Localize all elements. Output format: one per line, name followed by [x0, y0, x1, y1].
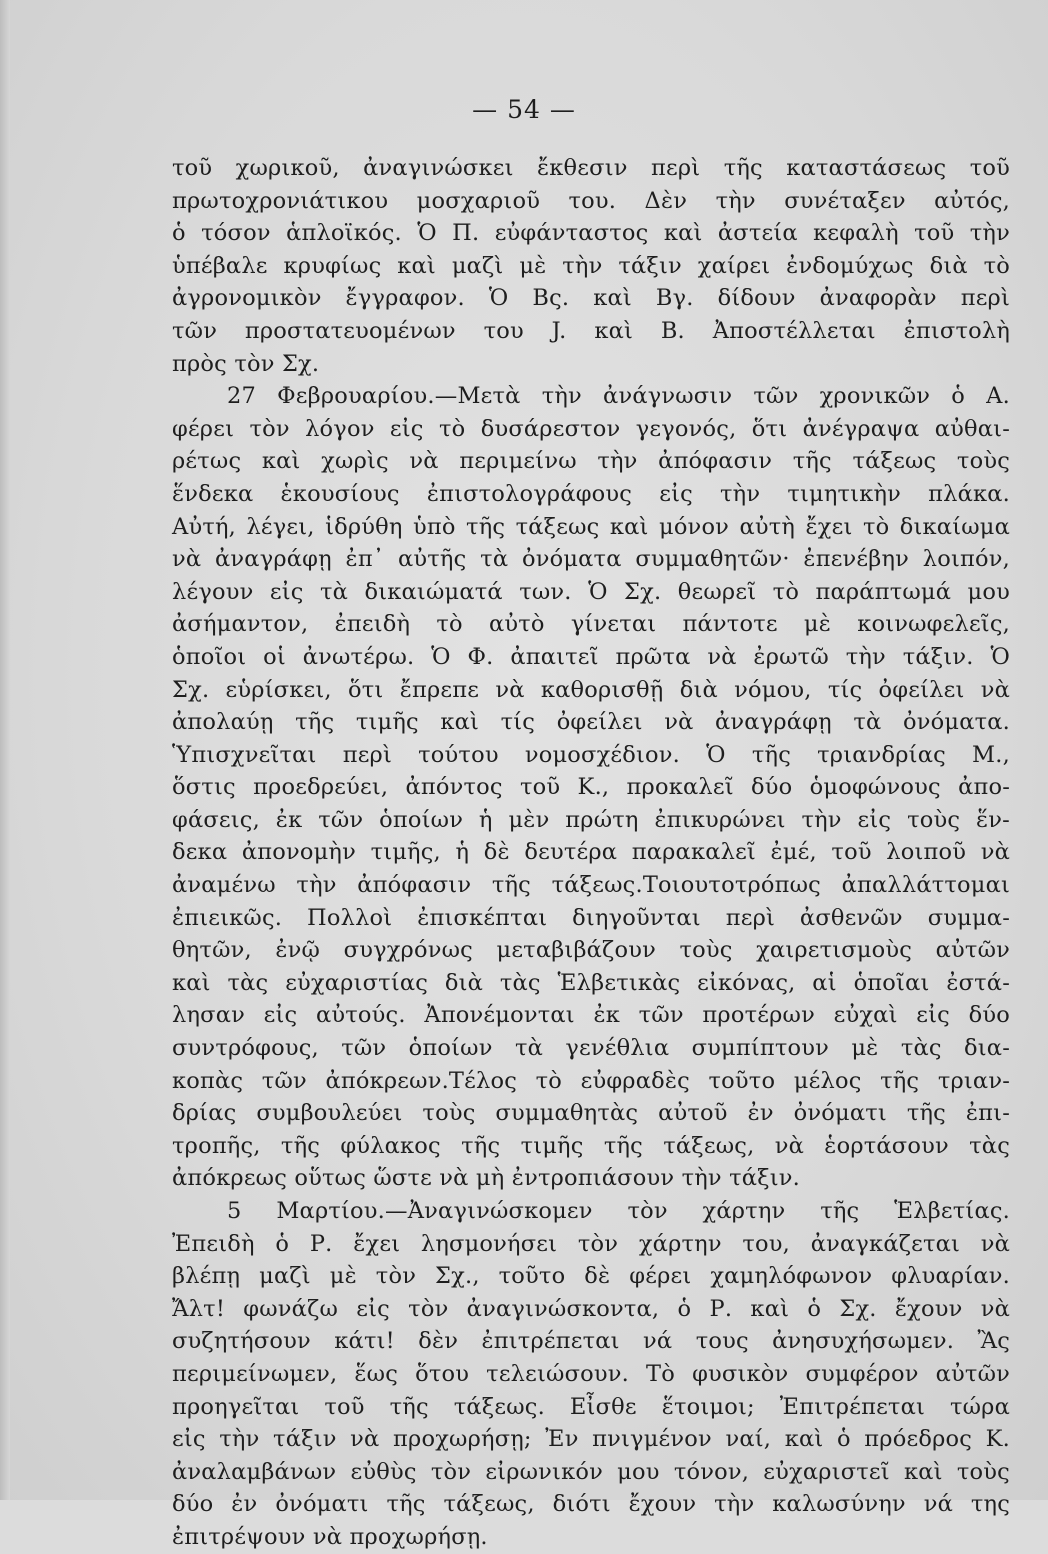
text-line: ἀναλαμβάνων εὐθὺς τὸν εἰρωνικόν μου τόνον, εὐχαριστεῖ καὶ τοὺς — [172, 1458, 1010, 1485]
text-line: κοπὰς τῶν ἀπόκρεων.Τέλος τὸ εὐφραδὲς τοῦτο μέλος τῆς τριαν- — [172, 1067, 1010, 1094]
text-line: προηγεῖται τοῦ τῆς τάξεως. Εἶσθε ἕτοιμοι; Ἐπιτρέπεται τώρα — [172, 1393, 1010, 1420]
text-line: φέρει τὸν λόγον εἰς τὸ δυσάρεστον γεγονός, ὅτι ἀνέγραψα αὐθαι- — [172, 415, 1010, 442]
text-line: 5 Μαρτίου.—Ἀναγινώσκομεν τὸν χάρτην τῆς Ἑλβετίας. — [227, 1198, 1010, 1224]
text-line: νὰ ἀναγράφῃ ἐπ᾽ αὐτῆς τὰ ὀνόματα συμμαθητῶν· ἐπενέβην λοιπόν, — [172, 546, 1010, 573]
text-line: Σχ. εὑρίσκει, ὅτι ἔπρεπε νὰ καθορισθῇ διὰ νόμου, τίς ὀφείλει νὰ — [172, 676, 1010, 703]
text-line: δύο ἐν ὀνόματι τῆς τάξεως, διότι ἔχουν τὴν καλωσύνην νά της — [172, 1491, 1010, 1518]
text-line: λέγουν εἰς τὰ δικαιώματά των. Ὁ Σχ. θεωρεῖ τὸ παράπτωμά μου — [172, 578, 1010, 605]
text-line: δρίας συμβουλεύει τοὺς συμμαθητὰς αὐτοῦ ἐν ὀνόματι τῆς ἐπι- — [172, 1100, 1010, 1127]
text-line: τροπῆς, τῆς φύλακος τῆς τιμῆς τῆς τάξεως, νὰ ἑορτάσουν τὰς — [172, 1132, 1010, 1159]
page-number: — 54 — — [472, 95, 576, 124]
text-line: Ἄλτ! φωνάζω εἰς τὸν ἀναγινώσκοντα, ὁ Ρ. καὶ ὁ Σχ. ἔχουν νὰ — [172, 1295, 1010, 1322]
text-line: πρωτοχρονιάτικου μοσχαριοῦ του. Δὲν τὴν συνέταξεν αὐτός, — [172, 187, 1010, 214]
text-line: ἀναμένω τὴν ἀπόφασιν τῆς τάξεως.Τοιουτοτρόπως ἀπαλλάττομαι — [172, 872, 1010, 899]
text-line: ὅστις προεδρεύει, ἀπόντος τοῦ Κ., προκαλεῖ δύο ὁμοφώνους ἀπο- — [172, 774, 1010, 801]
text-line: Ὑπισχνεῖται περὶ τούτου νομοσχέδιον. Ὁ τῆς τριανδρίας Μ., — [172, 741, 1010, 768]
text-line: βλέπῃ μαζὶ μὲ τὸν Σχ., τοῦτο δὲ φέρει χαμηλόφωνον φλυαρίαν. — [172, 1263, 1010, 1290]
text-line: καὶ τὰς εὐχαριστίας διὰ τὰς Ἑλβετικὰς εἰκόνας, αἱ ὁποῖαι ἐστά- — [172, 969, 1010, 996]
text-line: συζητήσουν κάτι! δὲν ἐπιτρέπεται νά τους ἀνησυχήσωμεν. Ἂς — [172, 1328, 1010, 1355]
text-line: δεκα ἀπονομὴν τιμῆς, ἡ δὲ δευτέρα παρακαλεῖ ἐμέ, τοῦ λοιποῦ νὰ — [172, 839, 1010, 866]
text-line: ὑπέβαλε κρυφίως καὶ μαζὶ μὲ τὴν τάξιν χαίρει ἐνδομύχως διὰ τὸ — [172, 252, 1010, 279]
text-line: ἐπιτρέψουν νὰ προχωρήσῃ. — [172, 1523, 488, 1550]
text-line: ἐπιεικῶς. Πολλοὶ ἐπισκέπται διηγοῦνται περὶ ἀσθενῶν συμμα- — [172, 904, 1010, 931]
text-line: ὁ τόσον ἁπλοϊκός. Ὁ Π. εὐφάνταστος καὶ ἀστεία κεφαλὴ τοῦ τὴν — [172, 220, 1010, 247]
text-line: τῶν προστατευομένων του J. καὶ B. Ἀποστέλλεται ἐπιστολὴ — [172, 317, 1010, 344]
text-line: πρὸς τὸν Σχ. — [172, 350, 320, 377]
text-line: φάσεις, ἐκ τῶν ὁποίων ἡ μὲν πρώτη ἐπικυρώνει τὴν εἰς τοὺς ἕν- — [172, 806, 1010, 833]
text-line: λησαν εἰς αὐτούς. Ἀπονέμονται ἐκ τῶν προτέρων εὐχαὶ εἰς δύο — [172, 1002, 1010, 1029]
text-line: εἰς τὴν τάξιν νὰ προχωρήσῃ; Ἐν πνιγμένον ναί, καὶ ὁ πρόεδρος Κ. — [172, 1426, 1010, 1453]
text-line: περιμείνωμεν, ἕως ὅτου τελειώσουν. Τὸ φυσικὸν συμφέρον αὐτῶν — [172, 1360, 1010, 1387]
text-line: ἀπολαύῃ τῆς τιμῆς καὶ τίς ὀφείλει νὰ ἀναγράφῃ τὰ ὀνόματα. — [172, 709, 1010, 736]
text-line: θητῶν, ἐνῷ συγχρόνως μεταβιβάζουν τοὺς χαιρετισμοὺς αὐτῶν — [172, 937, 1010, 964]
body-text — [172, 152, 1010, 1554]
text-line: Ἐπειδὴ ὁ Ρ. ἔχει λησμονήσει τὸν χάρτην του, ἀναγκάζεται νὰ — [172, 1230, 1010, 1257]
text-line: ἀσήμαντον, ἐπειδὴ τὸ αὐτὸ γίνεται πάντοτε μὲ κοινωφελεῖς, — [172, 611, 1010, 638]
text-line: ρέτως καὶ χωρὶς νὰ περιμείνω τὴν ἀπόφασιν τῆς τάξεως τοὺς — [172, 448, 1010, 475]
text-line: ὁποῖοι οἱ ἀνωτέρω. Ὁ Φ. ἀπαιτεῖ πρῶτα νὰ ἐρωτῶ τὴν τάξιν. Ὁ — [172, 643, 1010, 670]
text-line: 27 Φεβρουαρίου.—Μετὰ τὴν ἀνάγνωσιν τῶν χρονικῶν ὁ Α. — [227, 383, 1010, 410]
text-line: ἀγρονομικὸν ἔγγραφον. Ὁ Βς. καὶ Βγ. δίδουν ἀναφορὰν περὶ — [172, 285, 1010, 312]
text-line: συντρόφους, τῶν ὁποίων τὰ γενέθλια συμπίπτουν μὲ τὰς δια- — [172, 1035, 1010, 1062]
page-left-edge — [0, 0, 10, 1500]
text-line: Αὐτή, λέγει, ἱδρύθη ὑπὸ τῆς τάξεως καὶ μόνον αὐτὴ ἔχει τὸ δικαίωμα — [172, 513, 1010, 540]
text-line: ἕνδεκα ἑκουσίους ἐπιστολογράφους εἰς τὴν τιμητικὴν πλάκα. — [172, 480, 1010, 507]
text-line: ἀπόκρεως οὕτως ὥστε νὰ μὴ ἐντροπιάσουν τὴν τάξιν. — [172, 1165, 801, 1192]
text-line: τοῦ χωρικοῦ, ἀναγινώσκει ἔκθεσιν περὶ τῆς καταστάσεως τοῦ — [172, 155, 1010, 181]
